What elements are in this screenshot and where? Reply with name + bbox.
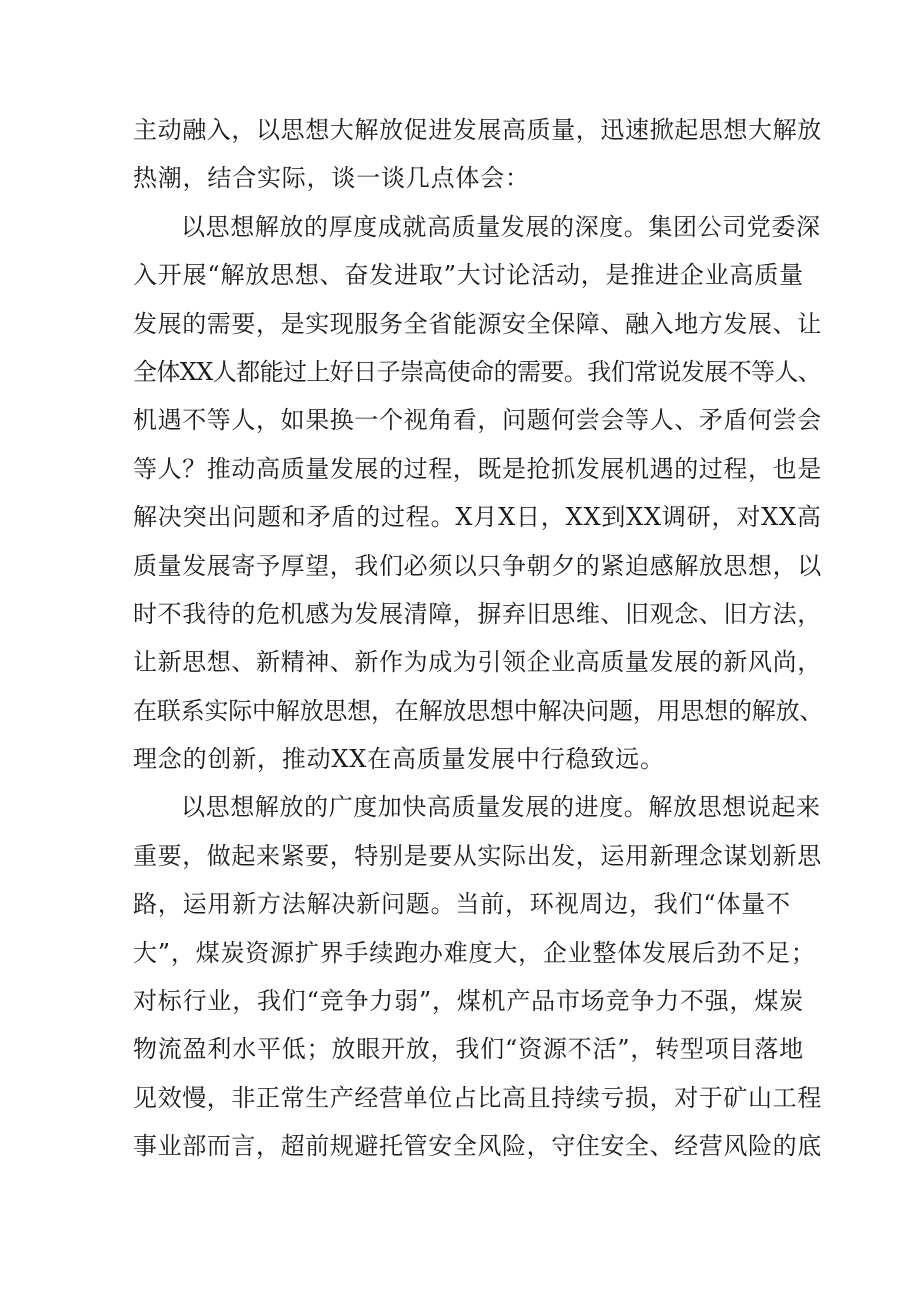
- text-line: 发展的需要，是实现服务全省能源安全保障、融入地方发展、让: [133, 309, 822, 338]
- text-line: 时不我待的危机感为发展清障，摒弃旧思维、旧观念、旧方法，: [133, 599, 822, 628]
- text-line: 理念的创新，推动XX在高质量发展中行稳致远。: [133, 745, 665, 774]
- text-line: 对标行业，我们“竞争力弱”，煤机产品市场竞争力不强，煤炭: [133, 987, 804, 1016]
- text-line: 大”，煤炭资源扩界手续跑办难度大，企业整体发展后劲不足；: [133, 938, 816, 967]
- text-line: 质量发展寄予厚望，我们必须以只争朝夕的紧迫感解放思想，以: [133, 551, 822, 580]
- text-line: 热潮，结合实际，谈一谈几点体会：: [133, 164, 530, 193]
- text-line: 解决突出问题和矛盾的过程。X月X日，XX到XX调研，对XX高: [133, 503, 822, 532]
- text-line: 入开展“解放思想、奋发进取”大讨论活动，是推进企业高质量: [133, 261, 804, 290]
- text-line: 事业部而言，超前规避托管安全风险，守住安全、经营风险的底: [133, 1132, 822, 1161]
- text-line: 机遇不等人，如果换一个视角看，问题何尝会等人、矛盾何尝会: [133, 406, 822, 435]
- text-line: 在联系实际中解放思想，在解放思想中解决问题，用思想的解放、: [133, 696, 824, 725]
- paragraph-start-line: 以思想解放的广度加快高质量发展的进度。解放思想说起来: [181, 793, 821, 822]
- text-line: 重要，做起来紧要，特别是要从实际出发，运用新理念谋划新思: [133, 841, 822, 870]
- text-line: 主动融入，以思想大解放促进发展高质量，迅速掀起思想大解放: [133, 116, 822, 144]
- text-line: 让新思想、新精神、新作为成为引领企业高质量发展的新风尚，: [133, 648, 822, 677]
- text-line: 全体XX人都能过上好日子崇高使命的需要。我们常说发展不等人、: [133, 357, 822, 386]
- paragraph-start-line: 以思想解放的厚度成就高质量发展的深度。集团公司党委深: [181, 212, 821, 241]
- text-line: 物流盈利水平低；放眼开放，我们“资源不活”，转型项目落地: [133, 1035, 804, 1064]
- text-line: 等人？推动高质量发展的过程，既是抢抓发展机遇的过程，也是: [133, 454, 822, 483]
- text-line: 见效慢，非正常生产经营单位占比高且持续亏损，对于矿山工程: [133, 1083, 822, 1112]
- text-line: 路，运用新方法解决新问题。当前，环视周边，我们“体量不: [133, 890, 791, 919]
- document-body: [133, 106, 823, 1171]
